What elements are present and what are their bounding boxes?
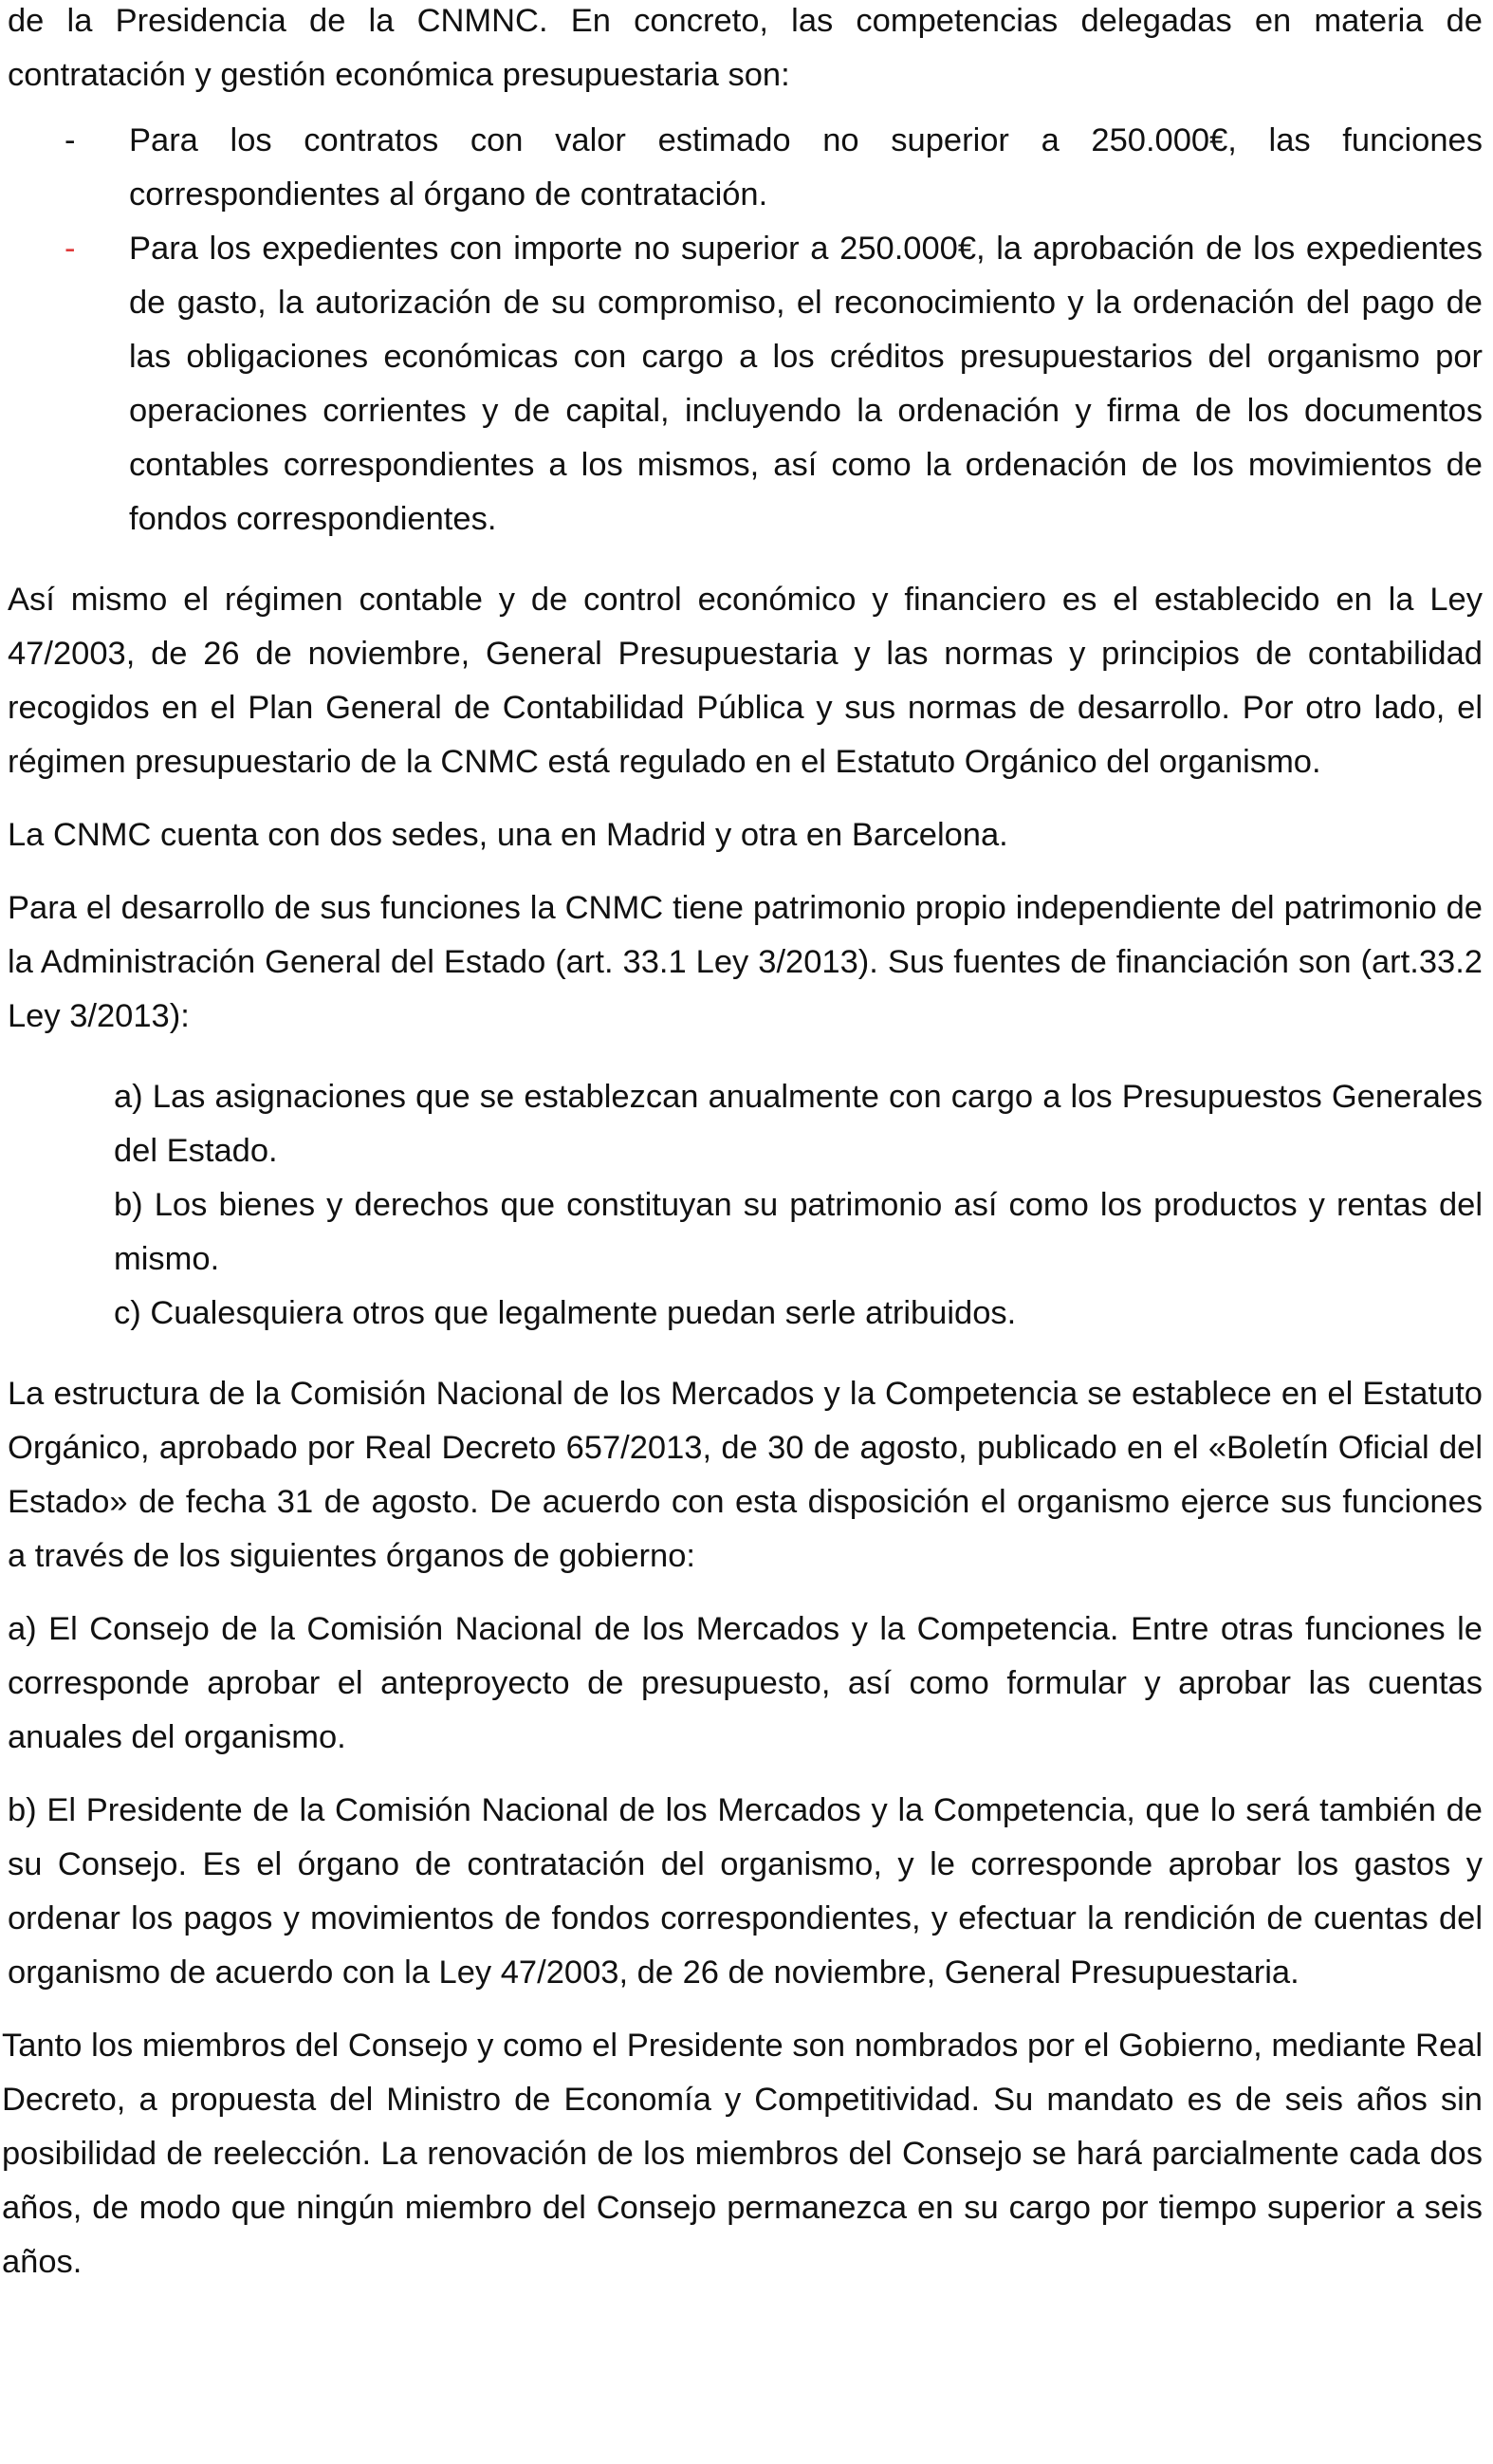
list-item: b) Los bienes y derechos que constituyan su patrimonio así como los productos y rentas del mismo.: [114, 1187, 1483, 1277]
intro-paragraph: de la Presidencia de la CNMNC. En concreto, las competencias delegadas en materia de contratación y gestión económica presupuestaria son:: [8, 3, 1483, 93]
sedes-paragraph: La CNMC cuenta con dos sedes, una en Madrid y otra en Barcelona.: [8, 817, 1008, 853]
document-page: [2, 0, 1483, 2464]
list-item: a) Las asignaciones que se establezcan anualmente con cargo a los Presupuestos Generales del Estado.: [114, 1079, 1483, 1169]
list-item-text: Para los expedientes con importe no superior a 250.000€, la aprobación de los expedientes de gasto, la autorización de su compromiso, el reconocimiento y la ordenación del pago de las obligaciones económicas con cargo a los créditos presupuestarios del organismo por operaciones corrientes y de capital, incluyendo la ordenación y firma de los documentos contables correspondientes a los mismos, así como la ordenación de los movimientos de fondos correspondientes.: [129, 231, 1483, 537]
financiacion-list: [8, 1070, 1483, 1341]
list-item: [8, 222, 1483, 547]
consejo-paragraph: a) El Consejo de la Comisión Nacional de los Mercados y la Competencia. Entre otras funciones le corresponde aprobar el anteproyecto de presupuesto, así como formular y aprobar las cuentas anuales del organismo.: [8, 1611, 1483, 1755]
list-item: [8, 114, 1483, 222]
patrimonio-paragraph: Para el desarrollo de sus funciones la CNMC tiene patrimonio propio independiente del patrimonio de la Administración General del Estado (art. 33.1 Ley 3/2013). Sus fuentes de financiación son (art.33.2 Ley 3/2013):: [8, 890, 1483, 1034]
list-item: c) Cualesquiera otros que legalmente puedan serle atribuidos.: [114, 1295, 1017, 1331]
miembros-paragraph: Tanto los miembros del Consejo y como el Presidente son nombrados por el Gobierno, mediante Real Decreto, a propuesta del Ministro de Economía y Competitividad. Su mandato es de seis años sin posibilidad de reelección. La renovación de los miembros del Consejo se hará parcialmente cada dos años, de modo que ningún miembro del Consejo permanezca en su cargo por tiempo superior a seis años.: [2, 2028, 1483, 2280]
regimen-paragraph: Así mismo el régimen contable y de control económico y financiero es el establecido en la Ley 47/2003, de 26 de noviembre, General Presupuestaria y las normas y principios de contabilidad recogidos en el Plan General de Contabilidad Pública y sus normas de desarrollo. Por otro lado, el régimen presupuestario de la CNMC está regulado en el Estatuto Orgánico del organismo.: [8, 582, 1483, 780]
list-item-text: Para los contratos con valor estimado no superior a 250.000€, las funciones correspondientes al órgano de contratación.: [129, 122, 1483, 213]
estructura-paragraph: La estructura de la Comisión Nacional de los Mercados y la Competencia se establece en el Estatuto Orgánico, aprobado por Real Decreto 657/2013, de 30 de agosto, publicado en el «Boletín Oficial del Estado» de fecha 31 de agosto. De acuerdo con esta disposición el organismo ejerce sus funciones a través de los siguientes órganos de gobierno:: [8, 1376, 1483, 1574]
dash-marker: -: [65, 122, 76, 158]
competencias-list: [8, 114, 1483, 547]
presidente-paragraph: b) El Presidente de la Comisión Nacional de los Mercados y la Competencia, que lo será también de su Consejo. Es el órgano de contratación del organismo, y le corresponde aprobar los gastos y ordenar los pagos y movimientos de fondos correspondientes, y efectuar la rendición de cuentas del organismo de acuerdo con la Ley 47/2003, de 26 de noviembre, General Presupuestaria.: [8, 1792, 1483, 1991]
dash-marker: -: [65, 231, 76, 267]
